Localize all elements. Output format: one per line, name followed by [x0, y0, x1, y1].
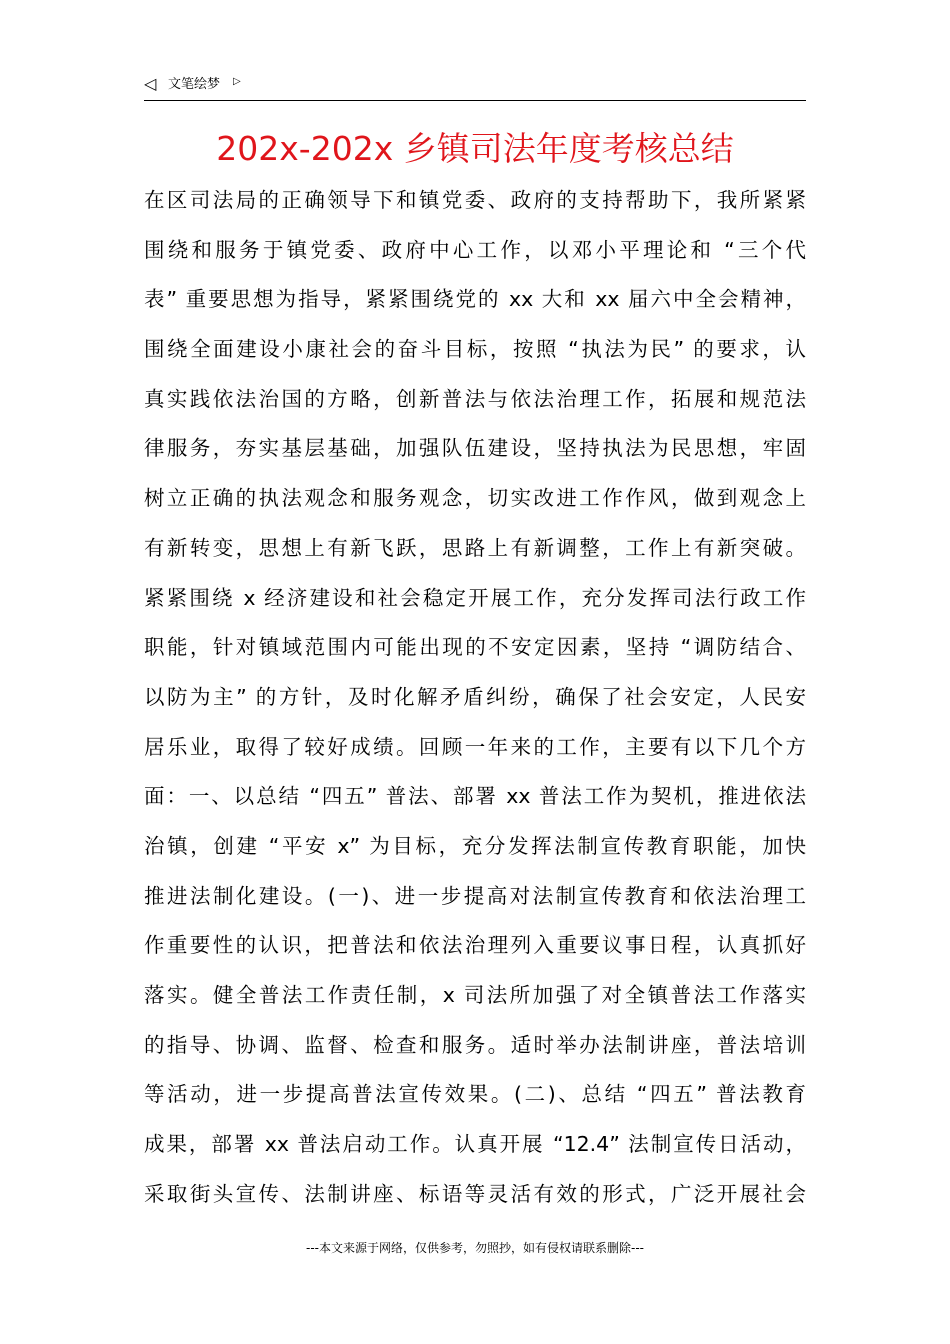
body-text-line: 作重要性的认识，把普法和依法治理列入重要议事日程，认真抓好 [144, 933, 806, 958]
body-text-line: 推进法制化建设。(一)、进一步提高对法制宣传教育和依法治理工 [144, 883, 806, 908]
triangle-left-icon: ◁ [144, 74, 157, 93]
body-text-line: 采取街头宣传、法制讲座、标语等灵活有效的形式，广泛开展社会 [144, 1181, 806, 1206]
document-title: 202x-202x 乡镇司法年度考核总结 [216, 129, 734, 168]
body-text-line: 以防为主” 的方针，及时化解矛盾纠纷，确保了社会安定，人民安 [144, 684, 806, 709]
body-text-line: 在区司法局的正确领导下和镇党委、政府的支持帮助下，我所紧紧 [144, 188, 806, 212]
body-text-line: 表” 重要思想为指导，紧紧围绕党的 xx 大和 xx 届六中全会精神， [144, 287, 806, 312]
body-text-line: 等活动，进一步提高普法宣传效果。(二)、总结 “四五” 普法教育 [144, 1082, 806, 1107]
body-text-line: 树立正确的执法观念和服务观念，切实改进工作作风，做到观念上 [144, 486, 806, 511]
body-text-line: 的指导、协调、监督、检查和服务。适时举办法制讲座，普法培训 [144, 1032, 806, 1057]
body-text-line: 落实。健全普法工作责任制，x 司法所加强了对全镇普法工作落实 [144, 983, 806, 1007]
footer-disclaimer: ---本文来源于网络，仅供参考，勿照抄，如有侵权请联系删除--- [306, 1241, 644, 1255]
body-text-line: 围绕全面建设小康社会的奋斗目标，按照 “执法为民” 的要求，认 [144, 337, 806, 362]
body-text-line: 围绕和服务于镇党委、政府中心工作，以邓小平理论和 “三个代 [144, 237, 806, 262]
body-text-line: 紧紧围绕 x 经济建设和社会稳定开展工作，充分发挥司法行政工作 [144, 585, 806, 610]
body-text-line: 成果，部署 xx 普法启动工作。认真开展 “12.4” 法制宣传日活动， [144, 1132, 806, 1157]
page-header [144, 72, 806, 101]
body-text-line: 面：一、以总结 “四五” 普法、部署 xx 普法工作为契机，推进依法 [144, 784, 806, 809]
body-text-line: 真实践依法治国的方略，创新普法与依法治理工作，拓展和规范法 [144, 386, 806, 411]
triangle-right-icon: ▷ [233, 76, 241, 87]
body-text-line: 职能，针对镇域范围内可能出现的不安定因素，坚持 “调防结合、 [144, 635, 806, 660]
document-body [144, 176, 806, 1219]
body-text-line: 有新转变，思想上有新飞跃，思路上有新调整，工作上有新突破。 [144, 535, 806, 560]
body-text-line: 居乐业，取得了较好成绩。回顾一年来的工作，主要有以下几个方 [144, 734, 806, 759]
body-text-line: 律服务，夯实基层基础，加强队伍建设，坚持执法为民思想，牢固 [144, 436, 806, 461]
header-brand-text: 文笔绘梦 [168, 77, 221, 92]
body-text-line: 治镇，创建 “平安 x” 为目标，充分发挥法制宣传教育职能，加快 [144, 833, 806, 858]
